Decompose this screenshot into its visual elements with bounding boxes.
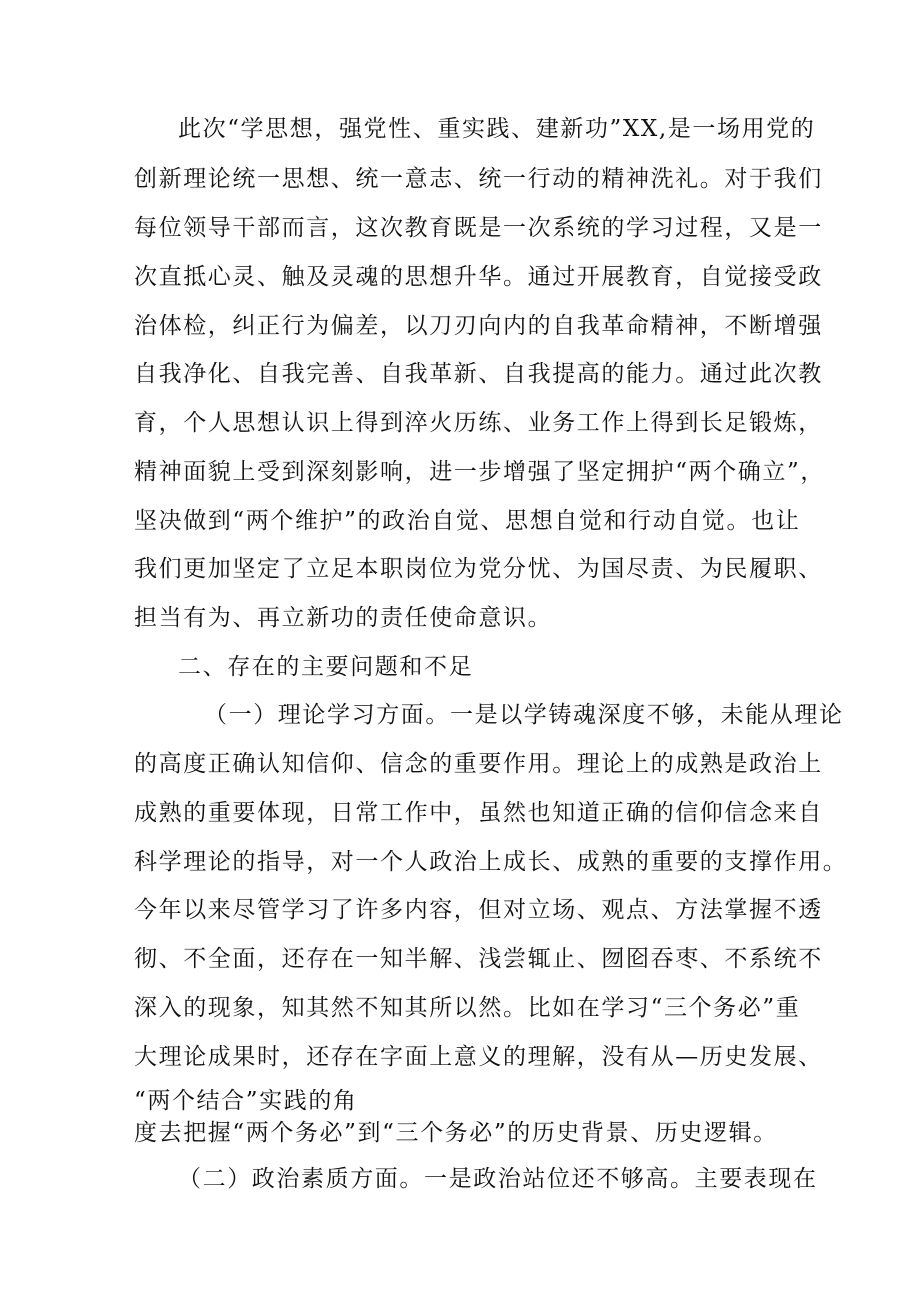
text-line: 治体检，纠正行为偏差，以刀刃向内的自我革命精神，不断增强 <box>134 313 823 339</box>
text-line: 此次“学思想，强党性、重实践、建新功”XX,是一场用党的 <box>178 116 816 142</box>
text-line: 今年以来尽管学习了许多内容，但对立场、观点、方法掌握不透 <box>134 897 823 923</box>
text-line: 自我净化、自我完善、自我革新、自我提高的能力。通过此次教 <box>134 361 823 387</box>
text-line: 每位领导干部而言，这次教育既是一次系统的学习过程，又是一 <box>134 215 823 241</box>
text-line: （一）理论学习方面。一是以学铸魂深度不够，未能从理论 <box>204 702 844 728</box>
text-line: 精神面貌上受到深刻影响，进一步增强了坚定拥护“两个确立”， <box>134 459 825 485</box>
text-line: 彻、不全面，还存在一知半解、浅尝辄止、囫囵吞枣、不系统不 <box>134 946 823 972</box>
text-line: 次直抵心灵、触及灵魂的思想升华。通过开展教育，自觉接受政 <box>134 264 823 290</box>
text-line: 育，个人思想认识上得到淬火历练、业务工作上得到长足锻炼， <box>134 410 823 436</box>
text-line: 大理论成果时，还存在字面上意义的理解，没有从—历史发展、 <box>134 1044 823 1070</box>
text-line: 的高度正确认知信仰、信念的重要作用。理论上的成熟是政治上 <box>134 751 823 777</box>
text-line: 创新理论统一思想、统一意志、统一行动的精神洗礼。对于我们 <box>134 166 823 192</box>
text-line: （二）政治素质方面。一是政治站位还不够高。主要表现在 <box>178 1166 818 1192</box>
text-line: 成熟的重要体现，日常工作中，虽然也知道正确的信仰信念来自 <box>134 800 823 826</box>
text-line: 坚决做到“两个维护”的政治自觉、思想自觉和行动自觉。也让 <box>134 508 801 534</box>
text-line: 担当有为、再立新功的责任使命意识。 <box>134 605 553 631</box>
text-line: 科学理论的指导，对一个人政治上成长、成熟的重要的支撑作用。 <box>134 849 848 875</box>
text-line: 我们更加坚定了立足本职岗位为党分忧、为国尽责、为民履职、 <box>134 556 823 582</box>
section-heading: 二、存在的主要问题和不足 <box>178 654 474 680</box>
text-line: 深入的现象，知其然不知其所以然。比如在学习“三个务必”重 <box>134 995 801 1021</box>
text-line: “两个结合”实践的角 <box>134 1088 358 1114</box>
text-line: 度去把握“两个务必”到“三个务必”的历史背景、历史逻辑。 <box>134 1120 778 1146</box>
